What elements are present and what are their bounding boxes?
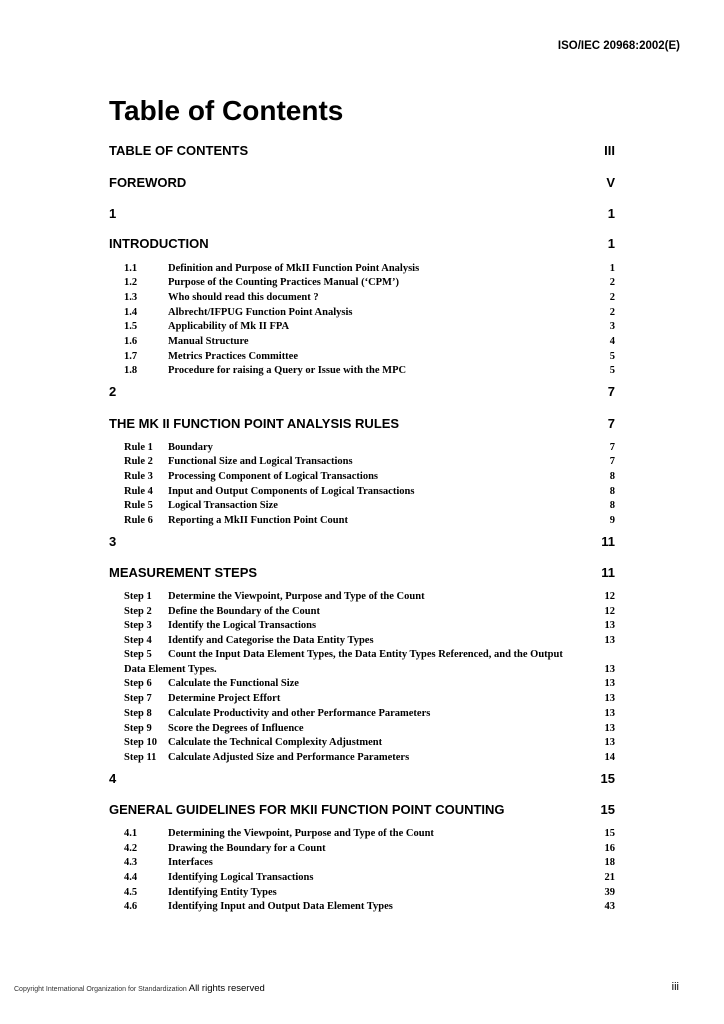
toc-entry-title: Determine the Viewpoint, Purpose and Type of the Count (168, 591, 425, 602)
toc-entry (124, 500, 615, 511)
toc-entry-title: Identify and Categorise the Data Entity Types (168, 635, 374, 646)
toc-entry-title: Identifying Entity Types (168, 887, 277, 898)
toc-page-number: 12 (604, 606, 615, 617)
toc-page-number: 7 (607, 416, 615, 431)
toc-entry-title: Interfaces (168, 857, 213, 868)
toc-entry-number: Step 11 (124, 752, 157, 763)
toc-entry (124, 307, 615, 318)
toc-entry (124, 635, 615, 646)
toc-entry (124, 591, 615, 602)
toc-page-number: 13 (604, 737, 615, 748)
toc-entry-number: 1.5 (124, 321, 138, 332)
toc-entry (124, 887, 615, 898)
toc-entry-number: Rule 4 (124, 486, 153, 497)
toc-section (109, 416, 615, 431)
toc-page-number: 7 (607, 384, 615, 399)
toc-entry (124, 857, 615, 868)
toc-section (109, 534, 615, 549)
toc-entry (124, 664, 615, 675)
toc-section-title: FOREWORD (109, 175, 187, 190)
toc-entry (124, 620, 615, 631)
toc-page-number: 2 (609, 277, 615, 288)
toc-section-title: MEASUREMENT STEPS (109, 565, 258, 580)
toc-entry-title: Boundary (168, 442, 213, 453)
toc-page-number: 5 (609, 365, 615, 376)
toc-page-number: 16 (604, 843, 615, 854)
toc-entry (124, 678, 615, 689)
toc-entry-title: Determine Project Effort (168, 693, 281, 704)
toc-entry-number: 1.7 (124, 351, 138, 362)
toc-entry-number: Step 7 (124, 693, 152, 704)
toc-entry-number: Rule 2 (124, 456, 153, 467)
toc-page-number: 8 (609, 500, 615, 511)
toc-page-number: 5 (609, 351, 615, 362)
toc-entry-number: Step 2 (124, 606, 152, 617)
toc-page-number: 3 (609, 321, 615, 332)
toc-entry-title: Reporting a MkII Function Point Count (168, 515, 348, 526)
toc-entry-number: 4.4 (124, 872, 138, 883)
toc-page-number: III (604, 143, 615, 158)
toc-entry-title: Data Element Types. (124, 664, 217, 675)
toc-entry-number: 4.3 (124, 857, 138, 868)
toc-entry (124, 486, 615, 497)
toc-entry-title: Procedure for raising a Query or Issue with the MPC (168, 365, 407, 376)
toc-page-number: 13 (604, 635, 615, 646)
toc-section (109, 771, 615, 786)
toc-entry (124, 828, 615, 839)
toc-entry-title: Determining the Viewpoint, Purpose and Type of the Count (168, 828, 434, 839)
toc-entry-number: 4.1 (124, 828, 138, 839)
toc-page-number: 1 (609, 263, 615, 274)
toc-section-title: TABLE OF CONTENTS (109, 143, 249, 158)
footer-page-number: iii (671, 981, 679, 993)
toc-entry (124, 336, 615, 347)
toc-page-number: 7 (609, 442, 615, 453)
toc-page-number: 15 (604, 828, 615, 839)
toc-entry-title: Input and Output Components of Logical Transactions (168, 486, 415, 497)
toc-page-number: 8 (609, 471, 615, 482)
toc-entry-number: Step 8 (124, 708, 152, 719)
toc-page-number: 39 (604, 887, 615, 898)
toc-section (109, 384, 615, 399)
toc-entry-number: 4.6 (124, 901, 138, 912)
toc-page-number: 15 (600, 771, 615, 786)
toc-entry (124, 872, 615, 883)
toc-entry (124, 843, 615, 854)
toc-section-title: GENERAL GUIDELINES FOR MKII FUNCTION POINT COUNTING (109, 802, 505, 817)
toc-entry-title: Purpose of the Counting Practices Manual (‘CPM’) (168, 277, 399, 288)
toc-page-number: 8 (609, 486, 615, 497)
toc-entry-title: Manual Structure (168, 336, 249, 347)
toc-page-number: 1 (607, 236, 615, 251)
toc-page-number: 13 (604, 664, 615, 675)
toc-entry-number: 1.2 (124, 277, 138, 288)
toc-entry (124, 263, 615, 274)
toc-page-number: 13 (604, 723, 615, 734)
toc-page-number: 21 (604, 872, 615, 883)
toc-entry (124, 723, 615, 734)
toc-entry-title: Count the Input Data Element Types, the Data Entity Types Referenced, and the Output (168, 649, 563, 660)
toc-entry-title: Who should read this document ? (168, 292, 319, 303)
toc-section-title: 2 (109, 384, 117, 399)
toc-entry (124, 442, 615, 453)
toc-entry-title: Calculate the Technical Complexity Adjustment (168, 737, 383, 748)
toc-entry-number: Step 10 (124, 737, 157, 748)
toc-page-number: 18 (604, 857, 615, 868)
toc-page-number: 13 (604, 693, 615, 704)
toc-entry-number: Step 4 (124, 635, 152, 646)
toc-entry (124, 708, 615, 719)
toc-section (109, 236, 615, 251)
toc-entry (124, 737, 615, 748)
toc-entry (124, 752, 615, 763)
toc-entry-number: Rule 1 (124, 442, 153, 453)
toc-entry-title: Applicability of Mk II FPA (168, 321, 290, 332)
page-title: Table of Contents (109, 95, 344, 126)
toc-entry (124, 471, 615, 482)
toc-entry-number: Step 5 (124, 649, 152, 660)
toc-page-number: 12 (604, 591, 615, 602)
toc-entry (124, 292, 615, 303)
toc-entry-title: Calculate Adjusted Size and Performance Parameters (168, 752, 410, 763)
toc-entry-title: Albrecht/IFPUG Function Point Analysis (168, 307, 353, 318)
toc-section (109, 802, 615, 817)
toc-section (109, 206, 615, 221)
toc-entry-title: Metrics Practices Committee (168, 351, 299, 362)
toc-entry-number: Step 3 (124, 620, 152, 631)
toc-entry-title: Score the Degrees of Influence (168, 723, 304, 734)
toc-page-number: 2 (609, 307, 615, 318)
toc-page-number: 9 (609, 515, 615, 526)
toc-entry (124, 901, 615, 912)
standard-id-header: ISO/IEC 20968:2002(E) (557, 40, 680, 52)
toc-entry (124, 351, 615, 362)
toc-section (109, 175, 615, 190)
toc-entry-title: Calculate Productivity and other Performance Parameters (168, 708, 431, 719)
toc-entry-number: Rule 3 (124, 471, 153, 482)
toc-page-number: 4 (609, 336, 615, 347)
toc-entry-title: Identify the Logical Transactions (168, 620, 317, 631)
toc-section-title: 4 (109, 771, 117, 786)
toc-entry (124, 649, 615, 660)
toc-entry-number: Step 1 (124, 591, 152, 602)
footer-copyright (14, 983, 265, 994)
toc-entry-number: 1.3 (124, 292, 138, 303)
toc-page-number: 14 (604, 752, 615, 763)
toc-entry (124, 321, 615, 332)
toc-entry-number: 1.1 (124, 263, 138, 274)
toc-section-title: 3 (109, 534, 117, 549)
toc-entry-number: 4.2 (124, 843, 138, 854)
copyright-notice: Copyright International Organization for Standardization (14, 986, 187, 993)
toc-entry (124, 456, 615, 467)
toc-entry-number: 1.6 (124, 336, 138, 347)
toc-entry-number: Rule 5 (124, 500, 153, 511)
toc-entry-number: 4.5 (124, 887, 138, 898)
toc-page-number: 13 (604, 678, 615, 689)
toc-entry-title: Logical Transaction Size (168, 500, 278, 511)
toc-entry-number: 1.8 (124, 365, 138, 376)
toc-section (109, 565, 615, 580)
toc-entry-title: Drawing the Boundary for a Count (168, 843, 326, 854)
toc-entry-title: Processing Component of Logical Transactions (168, 471, 379, 482)
toc-entry (124, 515, 615, 526)
toc-section-title: THE MK II FUNCTION POINT ANALYSIS RULES (109, 416, 400, 431)
toc-entry-title: Define the Boundary of the Count (168, 606, 320, 617)
toc-entry-title: Definition and Purpose of MkII Function Point Analysis (168, 263, 420, 274)
toc-page-number: 11 (601, 534, 615, 549)
toc-page-number: 11 (601, 565, 615, 580)
toc-page-number: 13 (604, 620, 615, 631)
toc-page-number: 7 (609, 456, 615, 467)
toc-entry-title: Identifying Logical Transactions (168, 872, 314, 883)
toc-entry-title: Calculate the Functional Size (168, 678, 299, 689)
toc-entry-number: Step 9 (124, 723, 152, 734)
toc-entry (124, 606, 615, 617)
toc-entry (124, 693, 615, 704)
toc-page-number: 1 (607, 206, 615, 221)
toc-entry (124, 365, 615, 376)
rights-text: All rights reserved (188, 983, 265, 994)
toc-page-number: 43 (604, 901, 615, 912)
toc-entry-title: Functional Size and Logical Transactions (168, 456, 353, 467)
toc-section-title: INTRODUCTION (109, 236, 209, 251)
toc-section (109, 143, 615, 158)
toc-page-number: 13 (604, 708, 615, 719)
toc-entry-number: 1.4 (124, 307, 138, 318)
toc-entry (124, 277, 615, 288)
toc-entry-number: Rule 6 (124, 515, 153, 526)
toc-page-number: 15 (600, 802, 615, 817)
toc-page-number: V (606, 175, 615, 190)
toc-entry-number: Step 6 (124, 678, 152, 689)
toc-entry-title: Identifying Input and Output Data Element Types (168, 901, 393, 912)
toc-section-title: 1 (109, 206, 117, 221)
toc-page-number: 2 (609, 292, 615, 303)
